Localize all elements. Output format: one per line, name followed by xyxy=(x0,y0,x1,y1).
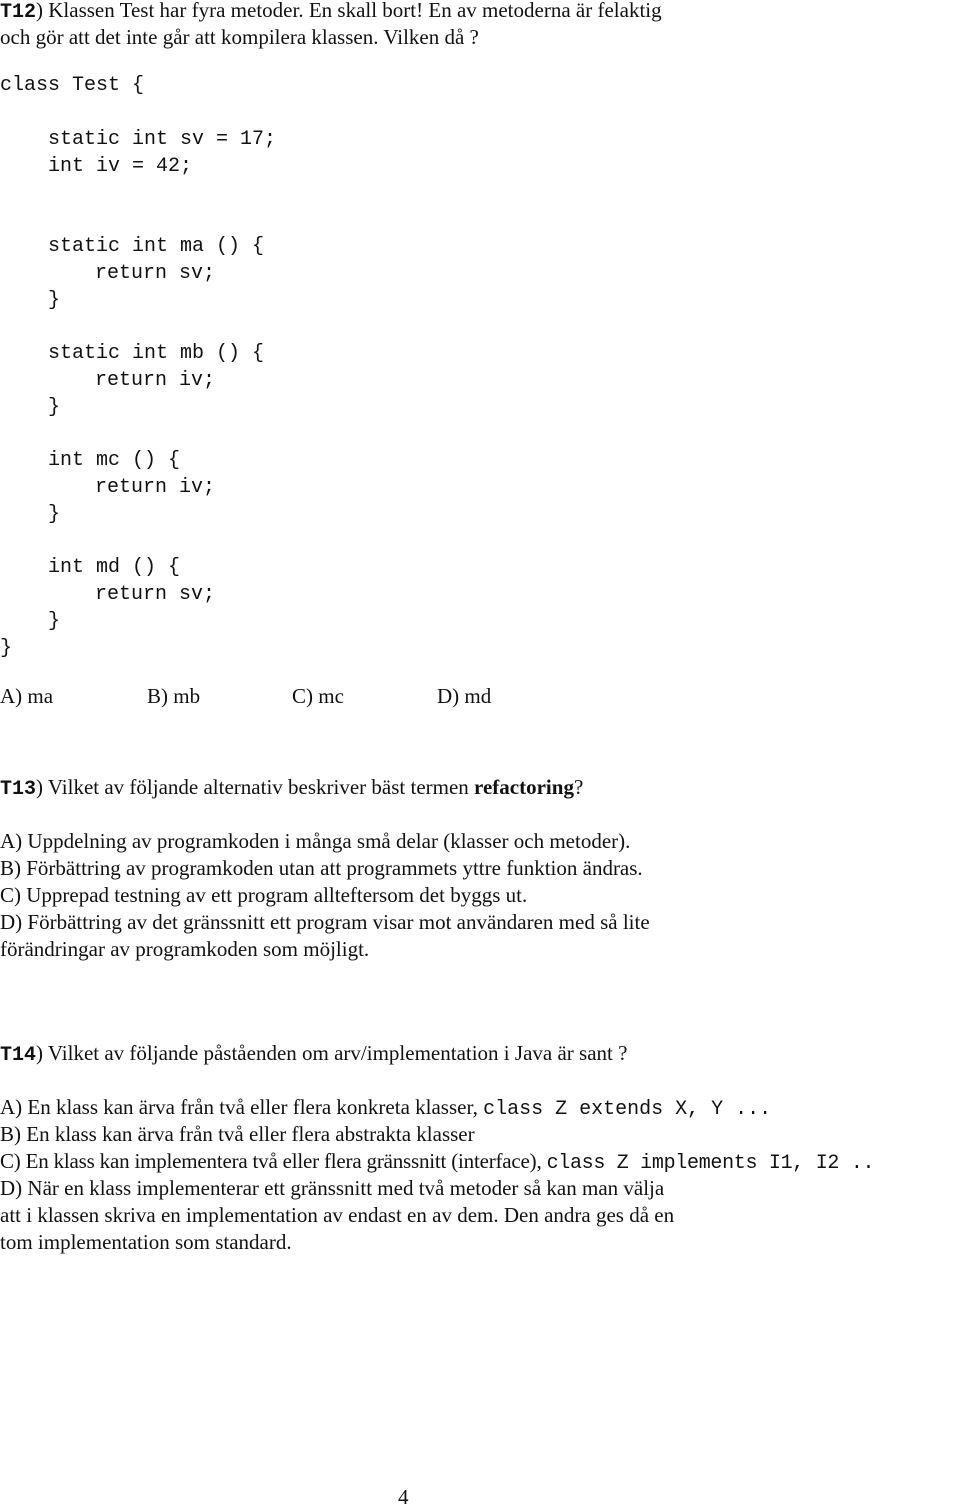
code-line: } xyxy=(48,610,61,633)
t13-question: T13) Vilket av följande alternativ beskriver bäst termen refactoring? xyxy=(0,775,584,801)
t12-option-d: D) md xyxy=(437,684,492,708)
t13-term: refactoring xyxy=(474,775,574,799)
code-line: class Test { xyxy=(0,74,145,97)
code-line: static int mb () { xyxy=(48,342,265,365)
code-line: int md () { xyxy=(48,556,181,579)
code-line: return sv; xyxy=(95,262,216,285)
t14-option-d-cont: att i klassen skriva en implementation av endast en av dem. Den andra ges då en xyxy=(0,1203,675,1227)
t14-question: T14) Vilket av följande påståenden om arv/implementation i Java är sant ? xyxy=(0,1041,628,1067)
t14-option-b: B) En klass kan ärva från två eller flera abstrakta klasser xyxy=(0,1122,475,1146)
t13-option-d-cont: förändringar av programkoden som möjligt. xyxy=(0,937,370,961)
t12-option-c: C) mc xyxy=(292,684,344,708)
code-line: } xyxy=(0,637,13,660)
t13-label: T13 xyxy=(0,778,37,801)
t12-option-b: B) mb xyxy=(147,684,201,708)
t13-option-a: A) Uppdelning av programkoden i många små delar (klasser och metoder). xyxy=(0,829,631,853)
t14-option-a: A) En klass kan ärva från två eller flera konkreta klasser, class Z extends X, Y ... xyxy=(0,1095,772,1121)
t12-question-line2: och gör att det inte går att kompilera klassen. Vilken då ? xyxy=(0,25,479,49)
code-line: return iv; xyxy=(95,476,216,499)
code-line: static int ma () { xyxy=(48,235,265,258)
code-line: } xyxy=(48,289,61,312)
code-line: int iv = 42; xyxy=(48,155,193,178)
code-line: } xyxy=(48,503,61,526)
t12-question-line1: T12) Klassen Test har fyra metoder. En skall bort! En av metoderna är felaktig xyxy=(0,0,662,24)
t14-label: T14 xyxy=(0,1044,37,1067)
t14-option-d-cont: tom implementation som standard. xyxy=(0,1230,292,1254)
t14-option-c-code: class Z implements I1, I2 .. xyxy=(546,1152,875,1175)
t12-label: T12 xyxy=(0,1,37,24)
code-line: static int sv = 17; xyxy=(48,128,277,151)
t13-option-c: C) Upprepad testning av ett program allteftersom det byggs ut. xyxy=(0,883,528,907)
t14-option-c: C) En klass kan implementera två eller flera gränssnitt (interface), class Z implements I1, I2 .. xyxy=(0,1149,875,1175)
page-number: 4 xyxy=(398,1485,409,1509)
t13-option-b: B) Förbättring av programkoden utan att programmets yttre funktion ändras. xyxy=(0,856,643,880)
t12-option-a: A) ma xyxy=(0,684,54,708)
code-line: return iv; xyxy=(95,369,216,392)
t14-option-a-code: class Z extends X, Y ... xyxy=(483,1098,772,1121)
code-line: int mc () { xyxy=(48,449,181,472)
t13-option-d: D) Förbättring av det gränssnitt ett program visar mot användaren med så lite xyxy=(0,910,650,934)
code-line: return sv; xyxy=(95,583,216,606)
code-line: } xyxy=(48,396,61,419)
t14-option-d: D) När en klass implementerar ett gränssnitt med två metoder så kan man välja xyxy=(0,1176,665,1200)
